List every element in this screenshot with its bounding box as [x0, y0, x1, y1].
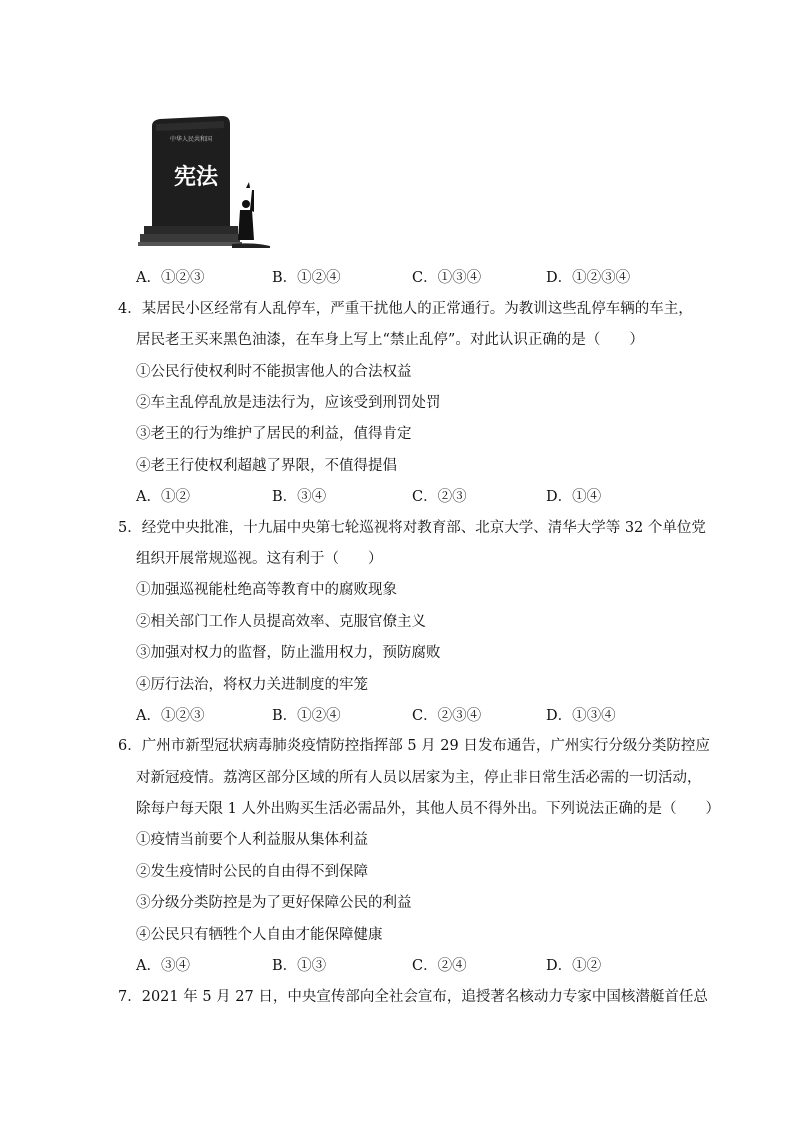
stele-title-text: 宪法 [174, 165, 219, 190]
q6-options [136, 956, 656, 976]
q4-stem-line-2: 居民老王买来黑色油漆，在车身上写上“禁止乱停”。对此认识正确的是（ ） [136, 332, 644, 348]
q6-option-b[interactable]: B．①③ [272, 958, 327, 974]
q6-stem-line-1: 6．广州市新型冠状病毒肺炎疫情防控指挥部 5 月 29 日发布通告，广州实行分级分类防控应 [118, 738, 710, 754]
q6-option-c[interactable]: C．②④ [412, 958, 467, 974]
q6-item-1: ①疫情当前要个人利益服从集体利益 [136, 832, 368, 848]
q4-option-a[interactable]: A．①② [136, 489, 190, 505]
q4-item-1: ①公民行使权利时不能损害他人的合法权益 [136, 364, 412, 380]
q5-item-2: ②相关部门工作人员提高效率、克服官僚主义 [136, 614, 426, 630]
q3-option-d[interactable]: D．①②③④ [546, 270, 631, 286]
q4-option-d[interactable]: D．①④ [546, 489, 602, 505]
q6-item-3: ③分级分类防控是为了更好保障公民的利益 [136, 895, 412, 911]
q5-stem-line-2: 组织开展常规巡视。这有利于（ ） [136, 551, 383, 567]
q5-option-b[interactable]: B．①②④ [272, 708, 341, 724]
q5-stem-line-1: 5．经党中央批准，十九届中央第七轮巡视将对教育部、北京大学、清华大学等 32 个单位党 [118, 520, 706, 536]
q6-stem-line-2: 对新冠疫情。荔湾区部分区域的所有人员以居家为主，停止非日常生活必需的一切活动， [136, 770, 702, 786]
q4-item-4: ④老王行使权利超越了界限，不值得提倡 [136, 458, 397, 474]
q5-item-4: ④厉行法治，将权力关进制度的牢笼 [136, 677, 368, 693]
q3-options [136, 268, 656, 288]
q6-option-a[interactable]: A．③④ [136, 958, 190, 974]
q4-item-3: ③老王的行为维护了居民的利益，值得肯定 [136, 426, 412, 442]
q6-stem-line-3: 除每户每天限 1 人外出购买生活必需品外，其他人员不得外出。下列说法正确的是（ ） [136, 801, 720, 817]
stele-header-text: 中华人民共和国 [170, 136, 213, 143]
q5-item-1: ①加强巡视能杜绝高等教育中的腐败现象 [136, 582, 397, 598]
q5-option-d[interactable]: D．①③④ [546, 708, 616, 724]
q4-option-b[interactable]: B．③④ [272, 489, 327, 505]
q6-item-4: ④公民只有牺牲个人自由才能保障健康 [136, 927, 383, 943]
q5-option-c[interactable]: C．②③④ [412, 708, 482, 724]
q6-item-2: ②发生疫情时公民的自由得不到保障 [136, 864, 368, 880]
q6-option-d[interactable]: D．①② [546, 958, 602, 974]
q4-stem-line-1: 4．某居民小区经常有人乱停车，严重干扰他人的正常通行。为教训这些乱停车辆的车主， [118, 301, 693, 317]
constitution-stele-illustration [136, 104, 272, 252]
q7-stem-line-1: 7．2021 年 5 月 27 日，中央宣传部向全社会宣布，追授著名核动力专家中国核潜艇首任总 [118, 989, 708, 1005]
q5-option-a[interactable]: A．①②③ [136, 708, 205, 724]
q4-options [136, 487, 656, 507]
q5-options [136, 706, 656, 726]
q3-option-c[interactable]: C．①③④ [412, 270, 482, 286]
q5-item-3: ③加强对权力的监督，防止滥用权力，预防腐败 [136, 645, 441, 661]
q4-option-c[interactable]: C．②③ [412, 489, 467, 505]
q3-option-b[interactable]: B．①②④ [272, 270, 341, 286]
q3-option-a[interactable]: A．①②③ [136, 270, 205, 286]
q4-item-2: ②车主乱停乱放是违法行为，应该受到刑罚处罚 [136, 395, 441, 411]
stele-image [136, 104, 272, 252]
